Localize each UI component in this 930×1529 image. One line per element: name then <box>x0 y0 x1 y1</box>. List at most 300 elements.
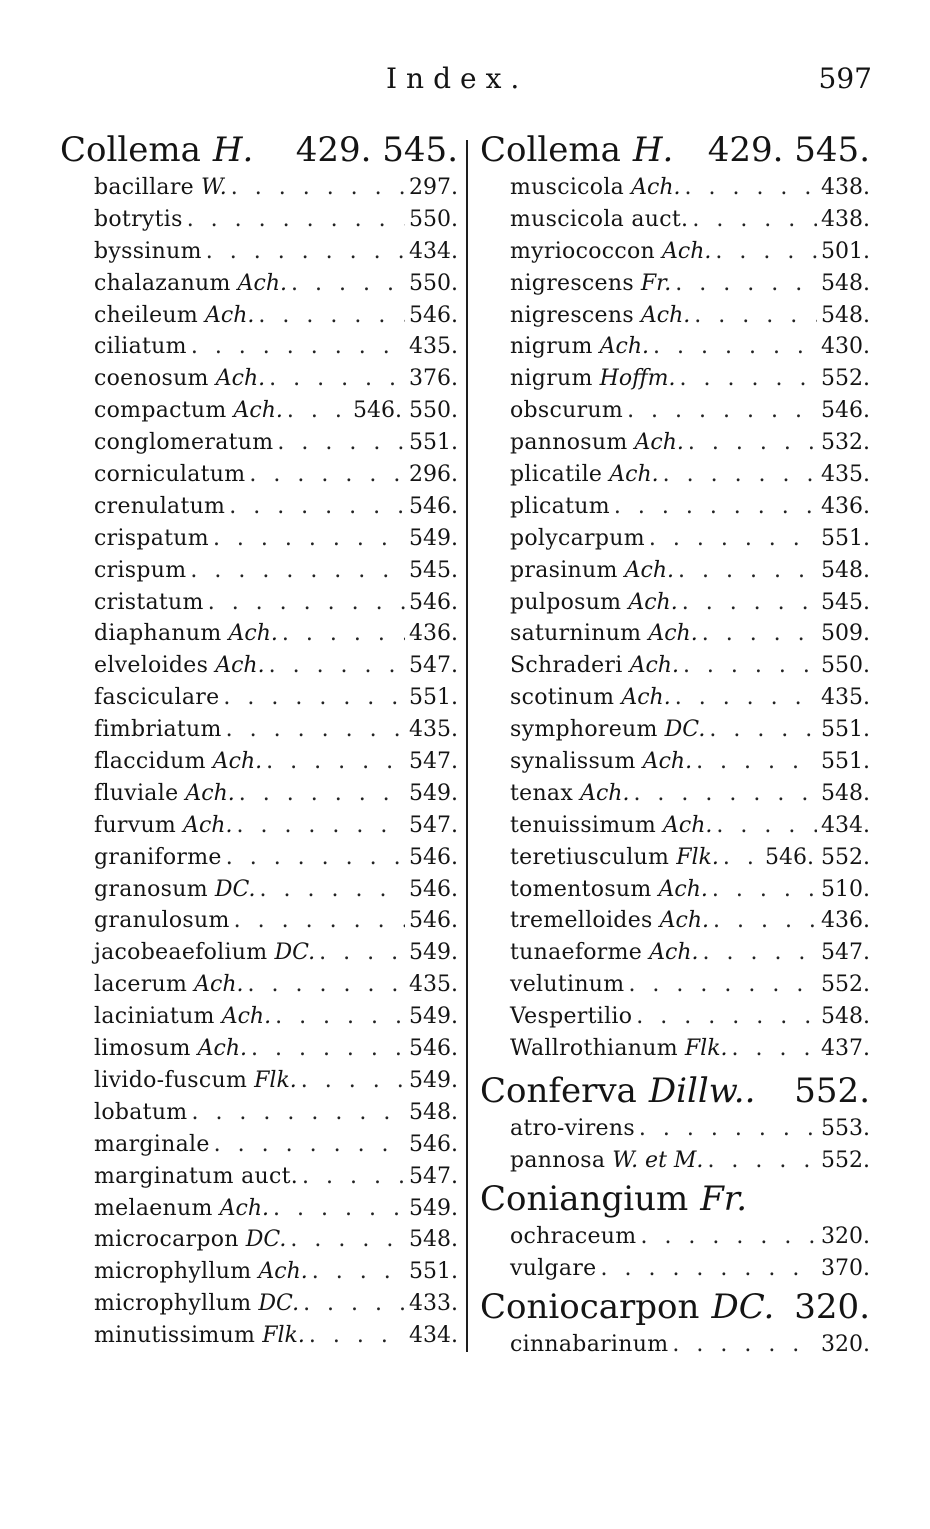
entry-page: 438. <box>821 206 870 232</box>
entry-species: tunaeforme <box>510 940 643 966</box>
entry-species: chalazanum <box>94 270 231 296</box>
index-entry <box>60 1288 458 1320</box>
entry-author: DC. <box>664 717 706 743</box>
entry-author: Ach. <box>233 398 283 424</box>
entry-author: Ach. <box>197 1036 247 1062</box>
entry-author: Ach. <box>183 812 233 838</box>
index-entry <box>480 268 870 300</box>
entry-author: Ach. <box>662 238 712 264</box>
index-entry <box>60 1320 458 1352</box>
entry-page: 551. <box>409 685 458 711</box>
entry-page: 435. <box>821 685 870 711</box>
entry-page: 546. <box>409 302 458 328</box>
entry-author: Ach. <box>634 430 684 456</box>
entry-author: Ach. <box>609 462 659 488</box>
leader-dots <box>702 618 817 650</box>
left-entry-list <box>60 172 458 1352</box>
entry-species: Wallrothianum <box>510 1036 678 1062</box>
entry-author: Flk. <box>676 844 719 870</box>
leader-dots <box>269 650 405 682</box>
leader-dots <box>692 204 817 236</box>
entry-species: teretiusculum <box>510 844 670 870</box>
entry-species: vulgare <box>510 1255 597 1281</box>
entry-page: 545. <box>409 557 458 583</box>
index-entry <box>480 714 870 746</box>
index-entry <box>60 969 458 1001</box>
entry-author: Ach. <box>642 749 693 775</box>
index-entry <box>60 427 458 459</box>
entry-species: cinnabarinum <box>510 1331 669 1357</box>
entry-species: fimbriatum <box>94 717 222 743</box>
leader-dots <box>649 523 817 555</box>
leader-dots <box>213 523 405 555</box>
entry-author: Ach. <box>648 621 698 647</box>
entry-page: 436. <box>821 493 870 519</box>
leader-dots <box>290 1224 405 1256</box>
genus-heading-coniangium <box>480 1177 870 1221</box>
index-entry <box>480 555 870 587</box>
leader-dots <box>249 459 405 491</box>
leader-dots <box>715 236 817 268</box>
entry-author: Flk. <box>684 1036 728 1062</box>
entry-page: 549. <box>409 1195 458 1221</box>
entry-author: Ach. <box>621 685 671 711</box>
index-entry <box>480 459 870 491</box>
leader-dots <box>672 1329 817 1361</box>
index-entry <box>60 1161 458 1193</box>
entry-page: 548. <box>821 270 870 296</box>
entry-species: tomentosum <box>510 876 652 902</box>
index-entry <box>60 937 458 969</box>
entry-page: 546. <box>409 589 458 615</box>
genus-author: Dillw.. <box>648 1070 756 1111</box>
leader-dots <box>190 555 405 587</box>
entry-species: polycarpum <box>510 525 645 551</box>
genus-author: H. <box>632 130 674 170</box>
entry-species: velutinum <box>510 972 625 998</box>
index-entry <box>60 523 458 555</box>
leader-dots <box>275 1001 405 1033</box>
index-entry <box>480 1145 870 1177</box>
right-entry-list <box>480 172 870 1065</box>
leader-dots <box>675 682 817 714</box>
entry-page: 550. <box>409 270 458 296</box>
entry-species: nigrum <box>510 366 593 392</box>
entry-page: 501. <box>821 238 870 264</box>
index-entry <box>480 427 870 459</box>
leader-dots <box>291 268 405 300</box>
entry-species: tremelloides <box>510 908 653 934</box>
leader-dots <box>187 204 405 236</box>
leader-dots <box>633 778 817 810</box>
entry-page: 546. <box>409 844 458 870</box>
entry-species: microphyllum <box>94 1291 252 1317</box>
leader-dots <box>223 682 405 714</box>
index-entry <box>480 172 870 204</box>
entry-page: 547. <box>409 653 458 679</box>
index-entry <box>480 778 870 810</box>
genus-pages: 552. <box>794 1070 870 1111</box>
index-entry <box>60 268 458 300</box>
entry-species: conglomeratum <box>94 430 274 456</box>
index-entry <box>480 363 870 395</box>
genus-pages: 429. 545. <box>295 130 458 170</box>
entry-author: W. et M. <box>612 1147 704 1173</box>
entry-author: Ach. <box>624 557 675 583</box>
entry-page: 297. <box>409 175 458 200</box>
entry-page: 552. <box>821 1147 870 1173</box>
entry-species: limosum <box>94 1036 191 1062</box>
leader-dots <box>302 1161 405 1193</box>
leader-dots <box>640 1221 817 1253</box>
genus-name: Collema <box>60 130 201 170</box>
leader-dots <box>628 969 817 1001</box>
index-entry <box>480 874 870 906</box>
entry-page: 430. <box>821 334 870 360</box>
leader-dots <box>208 587 405 619</box>
index-entry <box>60 682 458 714</box>
index-entry <box>60 778 458 810</box>
entry-species: livido-fuscum <box>94 1067 248 1093</box>
entry-species: tenax <box>510 780 574 806</box>
entry-author: Ach. <box>228 621 278 647</box>
leader-dots <box>239 778 405 810</box>
index-entry <box>480 682 870 714</box>
entry-species: prasinum <box>510 557 618 583</box>
leader-dots <box>266 746 405 778</box>
entry-species: byssinum <box>94 238 202 264</box>
leader-dots <box>712 874 817 906</box>
entry-page: 548. <box>821 1004 870 1030</box>
entry-author: Ach. <box>629 653 679 679</box>
leader-dots <box>260 874 405 906</box>
entry-species: obscurum <box>510 398 624 424</box>
leader-dots <box>709 714 817 746</box>
running-head-title: Index. <box>386 62 529 95</box>
entry-page: 296. <box>409 462 458 488</box>
leader-dots <box>678 555 817 587</box>
index-entry <box>480 1033 870 1065</box>
entry-page: 376. <box>409 366 458 392</box>
leader-dots <box>639 1113 817 1145</box>
entry-species: muscicola <box>510 175 625 200</box>
index-entry <box>60 810 458 842</box>
leader-dots <box>713 905 817 937</box>
entry-page: 551. <box>409 430 458 456</box>
entry-species: nigrescens <box>510 270 634 296</box>
column-divider <box>466 140 468 1352</box>
coniangium-entry-list <box>480 1221 870 1285</box>
entry-species: pannosum <box>510 430 628 456</box>
entry-author: Ach. <box>205 302 255 328</box>
entry-page: 435. <box>409 972 458 998</box>
entry-page: 509. <box>821 621 870 647</box>
index-entry <box>480 395 870 427</box>
entry-author: Ach. <box>628 589 678 615</box>
entry-page: 547. <box>409 812 458 838</box>
entry-page: 547. <box>409 1163 458 1189</box>
entry-species: crenulatum <box>94 493 226 519</box>
entry-author: Ach. <box>219 1195 270 1221</box>
index-entry <box>60 491 458 523</box>
leader-dots <box>614 491 817 523</box>
index-entry <box>480 523 870 555</box>
entry-species: plicatile <box>510 462 603 488</box>
index-entry <box>60 905 458 937</box>
index-entry <box>480 937 870 969</box>
entry-page: 320. <box>821 1223 870 1249</box>
index-entry <box>480 204 870 236</box>
leader-dots <box>309 1320 405 1352</box>
entry-page: 549. <box>409 1004 458 1030</box>
index-entry <box>480 1221 870 1253</box>
entry-author: Ach. <box>215 653 265 679</box>
entry-author: Ach. <box>599 334 650 360</box>
leader-dots <box>234 905 405 937</box>
index-entry <box>60 714 458 746</box>
entry-species: symphoreum <box>510 717 658 743</box>
index-entry <box>60 555 458 587</box>
entry-page: 435. <box>821 462 870 488</box>
leader-dots <box>716 810 817 842</box>
entry-species: Schraderi <box>510 653 623 679</box>
leader-dots <box>273 1193 405 1225</box>
index-entry <box>60 172 458 204</box>
index-entry <box>480 842 870 874</box>
entry-species: crispatum <box>94 525 209 551</box>
leader-dots <box>627 395 817 427</box>
index-entry <box>480 587 870 619</box>
genus-heading <box>480 128 870 172</box>
entry-species: lacerum <box>94 972 188 998</box>
entry-species: granosum <box>94 876 208 902</box>
leader-dots <box>226 714 405 746</box>
entry-species: scotinum <box>510 685 615 711</box>
index-entry <box>60 842 458 874</box>
entry-page: 549. <box>409 1067 458 1093</box>
leader-dots <box>680 363 818 395</box>
entry-page: 546. <box>409 908 458 934</box>
index-entry <box>480 969 870 1001</box>
entry-species: synalissum <box>510 749 636 775</box>
entry-species: fasciculare <box>94 685 220 711</box>
index-entry <box>60 618 458 650</box>
leader-dots <box>600 1253 817 1285</box>
index-entry <box>60 650 458 682</box>
entry-species: bacillare <box>94 175 194 200</box>
index-entry <box>60 459 458 491</box>
entry-page: 551. <box>409 1259 458 1285</box>
entry-species: myriococcon <box>510 238 656 264</box>
leader-dots <box>269 363 405 395</box>
entry-author: Ach. <box>659 908 709 934</box>
entry-page: 370. <box>821 1255 870 1281</box>
entry-species: botrytis <box>94 206 183 232</box>
entry-species: ciliatum <box>94 334 187 360</box>
leader-dots <box>707 1145 817 1177</box>
entry-species: jacobeaefolium <box>94 940 268 966</box>
entry-species: microphyllum <box>94 1259 252 1285</box>
entry-page: 549. <box>409 940 458 966</box>
entry-author: Ach. <box>258 1259 308 1285</box>
leader-dots <box>688 427 817 459</box>
genus-heading-coniocarpon <box>480 1285 870 1329</box>
leader-dots <box>663 459 817 491</box>
page-number: 597 <box>818 62 872 95</box>
genus-name: Coniangium <box>480 1178 689 1219</box>
entry-author: Ach. <box>185 780 235 806</box>
entry-species: atro-virens <box>510 1115 635 1141</box>
leader-dots <box>229 491 405 523</box>
entry-page: 548. <box>821 780 870 806</box>
entry-page: 546. <box>409 876 458 902</box>
leader-dots <box>696 746 817 778</box>
entry-author: Fr. <box>640 270 672 296</box>
genus-author: Fr. <box>700 1178 748 1219</box>
right-column <box>480 128 870 1360</box>
entry-page: 548. <box>821 557 870 583</box>
entry-page: 551. <box>821 749 870 775</box>
index-entry <box>60 587 458 619</box>
leader-dots <box>636 1001 817 1033</box>
conferva-entry-list <box>480 1113 870 1177</box>
entry-species: melaenum <box>94 1195 213 1221</box>
leader-dots <box>732 1033 817 1065</box>
index-entry <box>60 1129 458 1161</box>
entry-species: corniculatum <box>94 462 246 488</box>
entry-author: Ach. <box>221 1004 272 1030</box>
index-entry <box>480 650 870 682</box>
entry-page: 552. <box>821 972 870 998</box>
entry-page: 436. <box>821 908 870 934</box>
genus-heading <box>60 128 458 172</box>
entry-author: Flk. <box>254 1067 297 1093</box>
genus-name: Collema <box>480 130 621 170</box>
leader-dots <box>319 937 405 969</box>
genus-pages: 320. <box>794 1286 870 1327</box>
entry-species: marginatum auct. <box>94 1163 299 1189</box>
entry-author: Ach. <box>649 940 699 966</box>
entry-species: elveloides <box>94 653 209 679</box>
index-entry <box>480 618 870 650</box>
entry-author: DC. <box>245 1227 287 1253</box>
leader-dots <box>258 300 405 332</box>
entry-page: 434. <box>409 1323 458 1349</box>
entry-author: Ach. <box>640 302 691 328</box>
entry-species: fluviale <box>94 780 179 806</box>
entry-page: 546. <box>409 1131 458 1157</box>
coniocarpon-entry-list <box>480 1329 870 1361</box>
index-entry <box>480 1113 870 1145</box>
genus-name: Conferva <box>480 1070 637 1111</box>
leader-dots <box>277 427 405 459</box>
entry-author: DC. <box>214 876 256 902</box>
entry-author: Ach. <box>194 972 244 998</box>
index-entry <box>480 810 870 842</box>
entry-page: 551. <box>821 717 870 743</box>
index-entry <box>480 491 870 523</box>
index-entry <box>480 236 870 268</box>
entry-page: 510. <box>821 876 870 902</box>
leader-dots <box>206 236 405 268</box>
entry-species: crispum <box>94 557 187 583</box>
entry-species: Vespertilio <box>510 1004 633 1030</box>
genus-author: DC. <box>711 1286 775 1327</box>
leader-dots <box>653 331 817 363</box>
entry-author: Ach. <box>658 876 708 902</box>
entry-page: 532. <box>821 430 870 456</box>
entry-page: 551. <box>821 525 870 551</box>
entry-author: Ach. <box>212 749 263 775</box>
entry-author: Hoffm. <box>599 366 676 392</box>
entry-page: 548. <box>409 1099 458 1125</box>
entry-page: 550. <box>821 653 870 679</box>
entry-page: 436. <box>409 621 458 647</box>
entry-species: marginale <box>94 1131 210 1157</box>
leader-dots <box>683 650 817 682</box>
index-entry <box>480 905 870 937</box>
leader-dots <box>723 842 761 874</box>
index-entry <box>60 395 458 427</box>
index-entry <box>60 746 458 778</box>
entry-page: 438. <box>821 175 870 200</box>
leader-dots <box>312 1256 405 1288</box>
entry-species: ochraceum <box>510 1223 637 1249</box>
entry-species: plicatum <box>510 493 610 519</box>
index-entry <box>480 746 870 778</box>
entry-author: Ach. <box>631 175 681 200</box>
entry-author: Ach. <box>215 366 266 392</box>
leader-dots <box>301 1065 405 1097</box>
index-entry <box>60 874 458 906</box>
entry-page: 552. <box>821 366 870 392</box>
entry-page: 546. <box>821 398 870 424</box>
index-entry <box>60 1097 458 1129</box>
entry-species: pannosa <box>510 1147 606 1173</box>
entry-author: Flk. <box>262 1323 305 1349</box>
left-column <box>60 128 458 1352</box>
entry-page: 320. <box>821 1331 870 1357</box>
index-entry <box>60 236 458 268</box>
index-entry <box>480 1253 870 1285</box>
leader-dots <box>694 300 817 332</box>
leader-dots <box>675 268 817 300</box>
index-entry <box>480 1329 870 1361</box>
entry-author: Ach. <box>580 780 630 806</box>
index-entry <box>60 1193 458 1225</box>
index-entry <box>60 363 458 395</box>
entry-species: coenosum <box>94 366 209 392</box>
entry-page: 549. <box>409 525 458 551</box>
index-entry <box>60 300 458 332</box>
entry-page: 546. <box>409 493 458 519</box>
entry-author: DC. <box>258 1291 300 1317</box>
leader-dots <box>231 172 405 204</box>
entry-species: cristatum <box>94 589 204 615</box>
leader-dots <box>702 937 817 969</box>
index-entry <box>480 300 870 332</box>
entry-author: Ach. <box>237 270 288 296</box>
entry-page: 547. <box>409 749 458 775</box>
entry-species: flaccidum <box>94 749 206 775</box>
genus-heading-conferva <box>480 1069 870 1113</box>
index-entry <box>480 1001 870 1033</box>
entry-author: DC. <box>274 940 316 966</box>
entry-page: 553. <box>821 1115 870 1141</box>
entry-species: saturninum <box>510 621 642 647</box>
genus-pages: 429. 545. <box>707 130 870 170</box>
entry-species: diaphanum <box>94 621 222 647</box>
